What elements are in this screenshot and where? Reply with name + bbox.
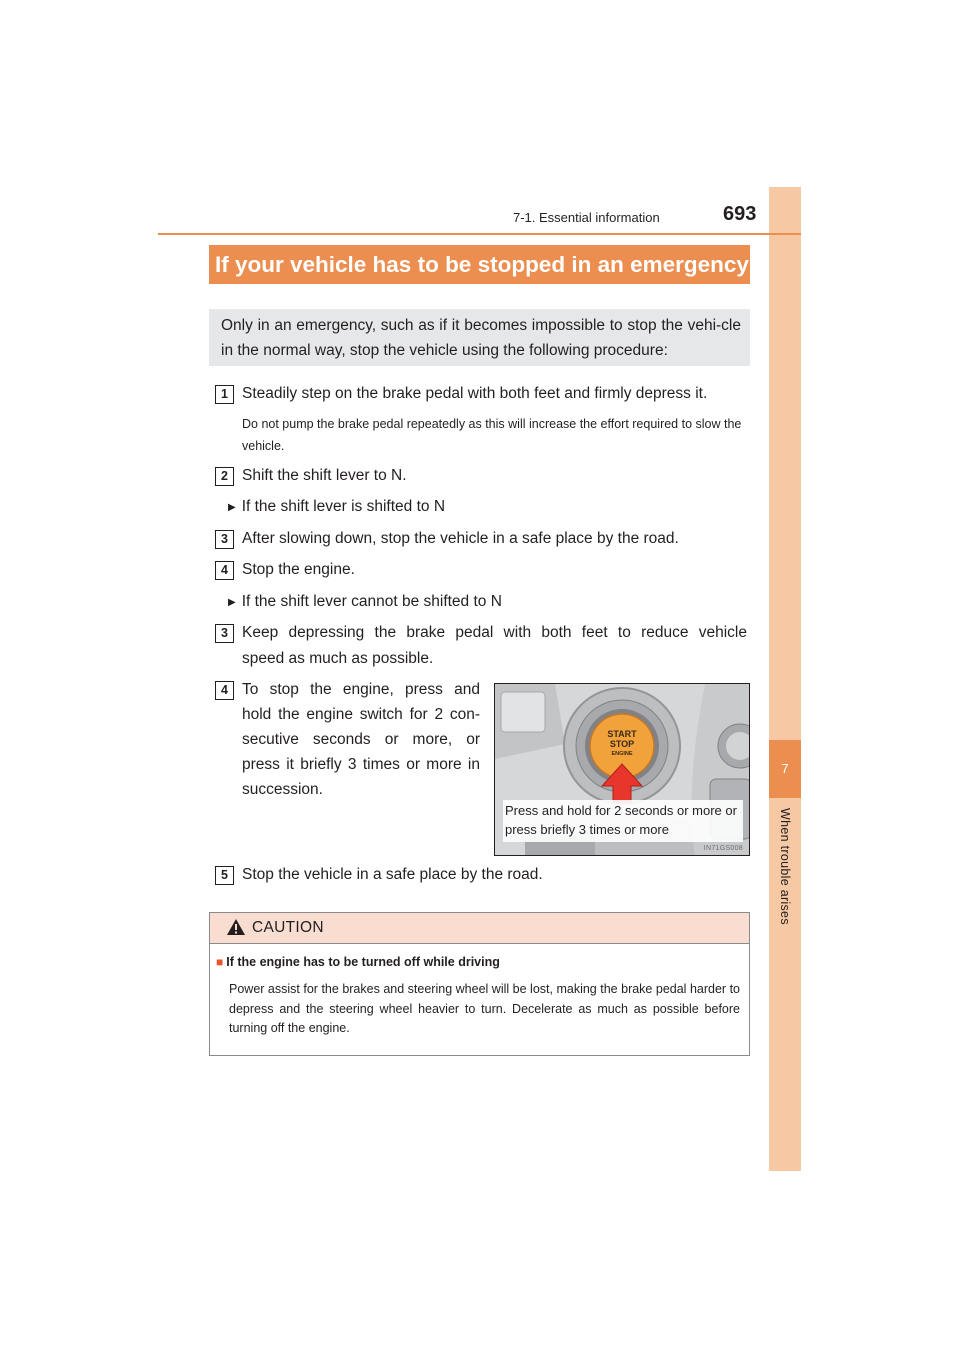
intro-text: Only in an emergency, such as if it becomes impossible to stop the vehi-cle in the normal way, stop the vehicle using the following procedure: [221,317,741,359]
chapter-title-vertical: When trouble arises [778,808,792,925]
step-4-alt-line-3: secutive seconds or more, or [242,731,480,748]
intro-box [209,309,750,366]
chapter-number-tab: 7 [769,740,801,798]
step-badge-2: 2 [215,467,234,486]
step-badge-4-alt: 4 [215,681,234,700]
section-heading: 7-1. Essential information [513,210,660,225]
triangle-bullet-icon: ▶ [228,502,236,513]
step-5-text: Stop the vehicle in a safe place by the road. [242,866,543,883]
step-3-text: After slowing down, stop the vehicle in a safe place by the road. [242,530,679,547]
page-number: 693 [723,203,757,225]
page-title: If your vehicle has to be stopped in an emergency [209,245,750,284]
caution-box [209,912,750,1056]
subheading-text: If the shift lever cannot be shifted to N [241,593,502,610]
subheading-cannot-shift [228,589,502,616]
figure-code: IN71GS008 [703,845,743,852]
caution-label: CAUTION [252,919,324,936]
figure-caption: Press and hold for 2 seconds or more or press briefly 3 times or more [505,803,737,837]
step-3-alt-line-2: speed as much as possible. [242,650,434,667]
step-badge-4: 4 [215,561,234,580]
step-badge-5: 5 [215,866,234,885]
step-1-note: Do not pump the brake pedal repeatedly as this will increase the effort required to slow the vehicle. [242,417,742,453]
step-4-alt-line-4: press it briefly 3 times or more in [242,756,480,773]
caution-subheading-text: If the engine has to be turned off while driving [226,955,500,969]
step-badge-3: 3 [215,530,234,549]
warning-triangle-icon [226,918,246,936]
step-badge-1: 1 [215,385,234,404]
step-badge-3-alt: 3 [215,624,234,643]
triangle-bullet-icon: ▶ [228,597,236,608]
square-bullet-icon: ■ [216,955,224,969]
caution-header [210,913,749,944]
subheading-text: If the shift lever is shifted to N [241,498,446,515]
step-4-text: Stop the engine. [242,561,355,578]
step-4-alt-line-5: succession. [242,781,323,798]
subheading-shifted-to-n [228,494,445,521]
step-3-alt-line-1: Keep depressing the brake pedal with both feet to reduce vehicle [242,624,747,641]
step-4-alt-line-1: To stop the engine, press and [242,681,480,698]
button-label-start: START [607,729,637,739]
header-rule [158,233,801,235]
engine-switch-illustration [494,683,750,856]
step-1-text: Steadily step on the brake pedal with both feet and firmly depress it. [242,385,708,402]
chapter-side-tab [769,187,801,1171]
button-label-engine: ENGINE [611,751,633,757]
caution-body: Power assist for the brakes and steering wheel will be lost, making the brake pedal harder to depress and the steering wheel heavier to turn. Decelerate as much as possible before turning off the engine. [229,982,740,1035]
caution-subheading [216,955,500,969]
step-2-text: Shift the shift lever to N. [242,467,407,484]
button-label-stop: STOP [609,739,635,749]
step-4-alt-line-2: hold the engine switch for 2 con- [242,706,480,723]
